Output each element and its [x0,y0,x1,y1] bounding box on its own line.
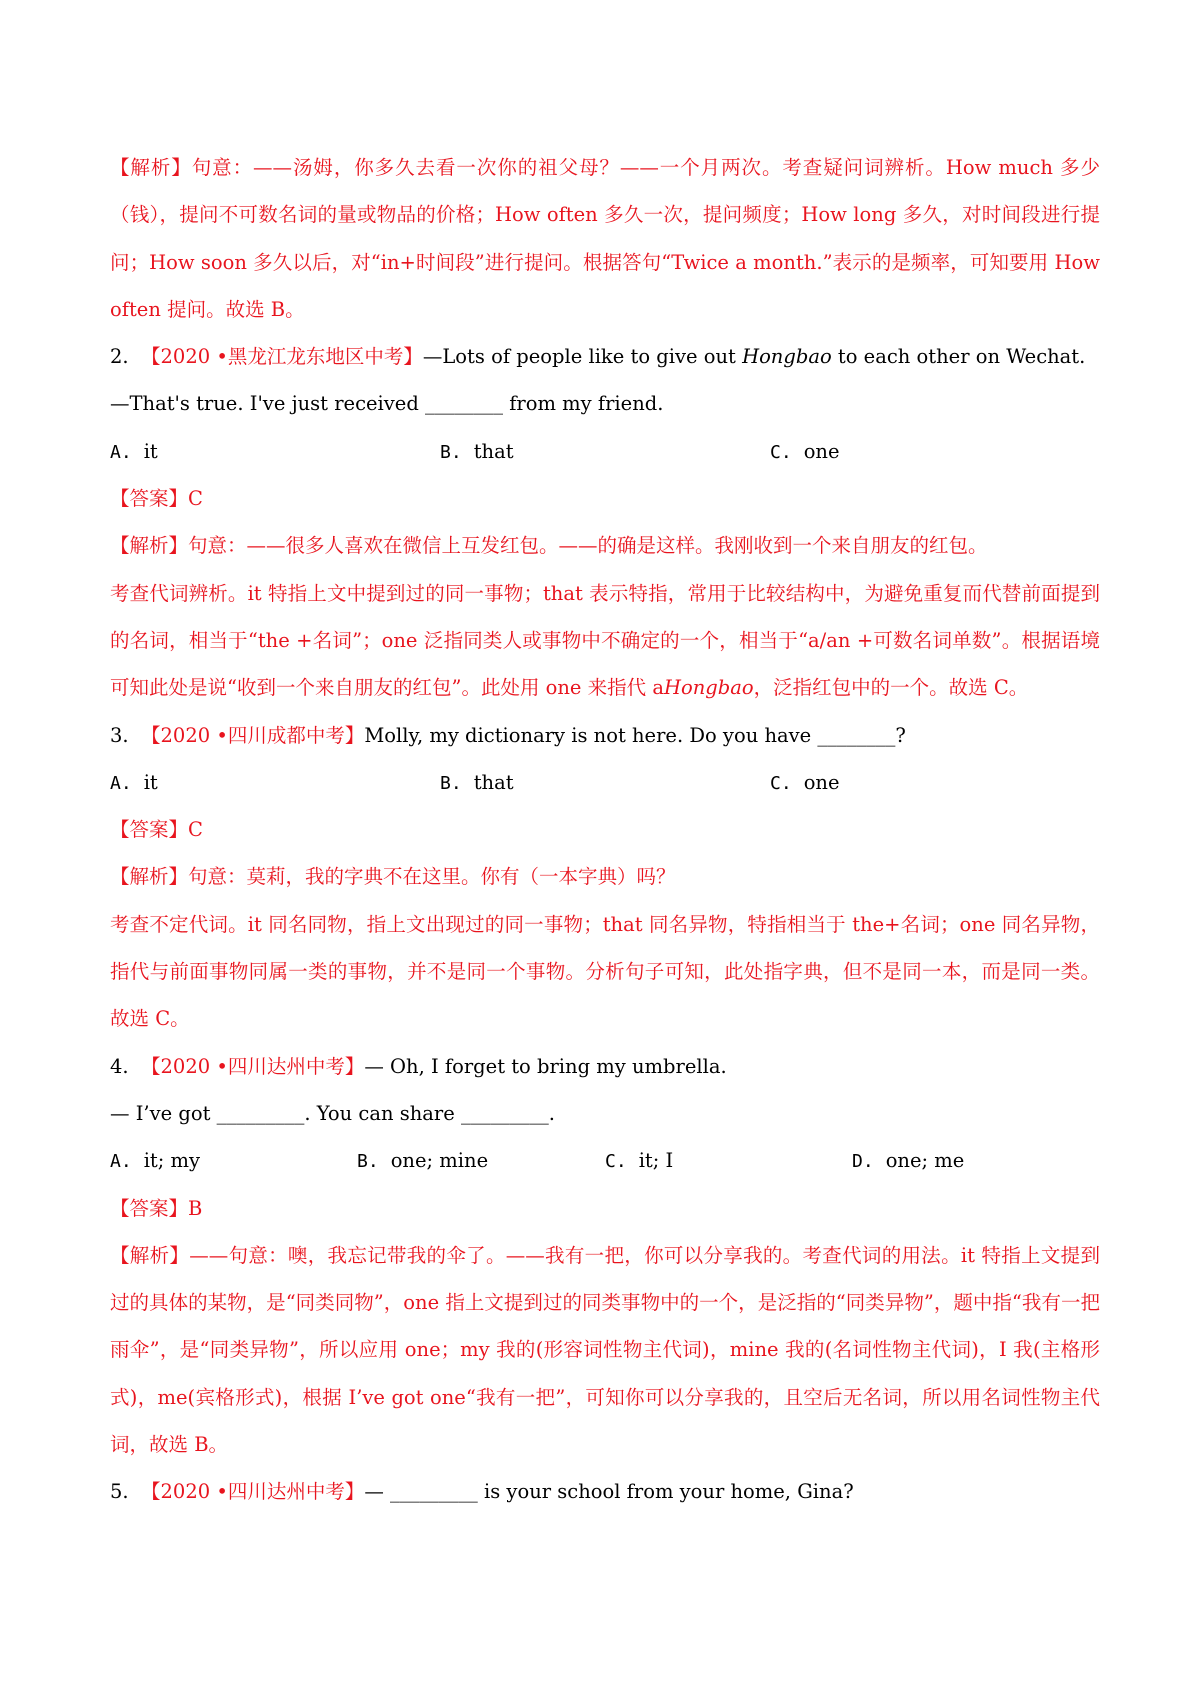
q4-stem [110,1043,1100,1090]
q2-number: 2. [110,345,129,369]
q3-option-b [440,759,514,807]
q5-stem [110,1468,1100,1515]
q3-analysis-line1 [110,853,1100,900]
q2-option-c-letter: C. [770,441,792,463]
q4-option-c-text: it; I [638,1149,674,1173]
q2-stem [110,333,1100,380]
q3-option-b-text: that [473,770,514,794]
q5-stem-text: — _________ is your school from your home, Gina? [364,1480,854,1504]
q4-line2: — I’ve got _________. You can share _________. [110,1101,555,1125]
q4-option-b-letter: B. [357,1151,379,1173]
q2-option-b [440,428,514,476]
q3-answer: 【答案】C [110,818,203,842]
q1-analysis-text: 句意：——汤姆，你多久去看一次你的祖父母？——一个月两次。考查疑问词辨析。How much 多少（钱），提问不可数名词的量或物品的价格；How often 多久一次，提问频度；How long 多久，对时间段进行提问；How soon 多久以后，对“in+时间段”进行提问。根据答句“Twice a month.”表示的是频率，可知要用 How often 提问。故选 B。 [110,156,1100,321]
q2-option-b-text: that [473,439,514,463]
q2-option-b-letter: B. [440,441,462,463]
q4-option-d-text: one; me [885,1149,965,1173]
q4-option-c-letter: C. [605,1151,627,1173]
q2-analysis-body [110,570,1100,712]
q2-options [110,428,1100,475]
q4-option-b [357,1137,488,1185]
q3-analysis-line1-text: 句意：莫莉，我的字典不在这里。你有（一本字典）吗？ [188,865,676,889]
q2-analysis-body-before: 考查代词辨析。it 特指上文中提到过的同一事物；that 表示特指，常用于比较结构中，为避免重复而代替前面提到的名词，相当于“the +名词”；one 泛指同类人或事物中不确定的一个，相当于“a/an +可数名词单数”。根据语境可知此处是说“收到一个来自朋友的红包”。此处用 one 来指代 a [110,581,1100,700]
q2-analysis-line1-text: 句意：——很多人喜欢在微信上互发红包。——的确是这样。我刚收到一个来自朋友的红包。 [188,534,988,558]
q3-options [110,759,1100,806]
q2-answer: 【答案】C [110,487,203,511]
q2-option-c [770,428,840,476]
q3-stem [110,712,1100,759]
q4-option-a [110,1137,200,1185]
q2-stem-before: —Lots of people like to give out [422,345,743,369]
q3-option-a [110,759,158,807]
q2-analysis-body-italic: Hongbao [664,676,754,700]
q4-option-b-text: one; mine [390,1149,489,1173]
q3-option-c-letter: C. [770,772,792,794]
q3-option-c [770,759,840,807]
q2-source: 【2020 •黑龙江龙东地区中考】 [141,345,423,369]
q2-stem-after: to each other on Wechat. [831,345,1086,369]
q3-option-c-text: one [803,770,840,794]
q2-option-a-text: it [143,439,158,463]
q3-option-a-text: it [143,770,158,794]
q3-number: 3. [110,723,129,747]
q3-option-b-letter: B. [440,772,462,794]
q5-number: 5. [110,1480,129,1504]
q2-line2: —That's true. I've just received ________ from my friend. [110,392,664,416]
q3-analysis-label: 【解析】 [110,865,189,889]
q5-source: 【2020 •四川达州中考】 [141,1480,365,1504]
q4-answer: 【答案】B [110,1196,203,1220]
q2-analysis-body-after: ，泛指红包中的一个。故选 C。 [753,676,1029,700]
q3-option-a-letter: A. [110,772,132,794]
q4-analysis-label: 【解析】 [110,1243,190,1267]
q4-option-d-letter: D. [852,1151,874,1173]
q4-option-c [605,1137,673,1185]
q4-number: 4. [110,1054,129,1078]
q4-option-a-text: it; my [143,1149,201,1173]
q4-analysis-body: ——句意：噢，我忘记带我的伞了。——我有一把，你可以分享我的。考查代词的用法。it 特指上文提到过的具体的某物，是“同类同物”，one 指上文提到过的同类事物中的一个，是泛指的“同类异物”，题中指“我有一把雨伞”，是“同类异物”，所以应用 one；my 我的(形容词性物主代词)，mine 我的(名词性物主代词)，I 我(主格形式)，me(宾格形式)，根据 I’ve got one“我有一把”，可知你可以分享我的，且空后无名词，所以用名词性物主代词，故选 B。 [110,1243,1100,1457]
q3-source: 【2020 •四川成都中考】 [141,723,365,747]
q2-option-a [110,428,158,476]
q1-analysis-label: 【解析】 [110,156,192,179]
q1-analysis [110,144,1100,333]
q2-option-a-letter: A. [110,441,132,463]
q4-stem-text: — Oh, I forget to bring my umbrella. [364,1054,727,1078]
q4-option-a-letter: A. [110,1151,132,1173]
document-page [110,144,1100,1516]
q4-options [110,1137,1100,1184]
q3-analysis-body: 考查不定代词。it 同名同物，指上文出现过的同一事物；that 同名异物，特指相当于 the+名词；one 同名异物，指代与前面事物同属一类的事物，并不是同一个事物。分析句子可知，此处指字典，但不是同一本，而是同一类。故选 C。 [110,912,1100,1031]
q2-analysis-line1 [110,522,1100,569]
q4-option-d [852,1137,964,1185]
q2-stem-italic: Hongbao [742,345,832,369]
q4-source: 【2020 •四川达州中考】 [141,1054,365,1078]
q2-option-c-text: one [803,439,840,463]
q2-analysis-label: 【解析】 [110,534,189,558]
q4-analysis [110,1232,1100,1468]
q3-stem-text: Molly, my dictionary is not here. Do you have ________? [364,723,906,747]
